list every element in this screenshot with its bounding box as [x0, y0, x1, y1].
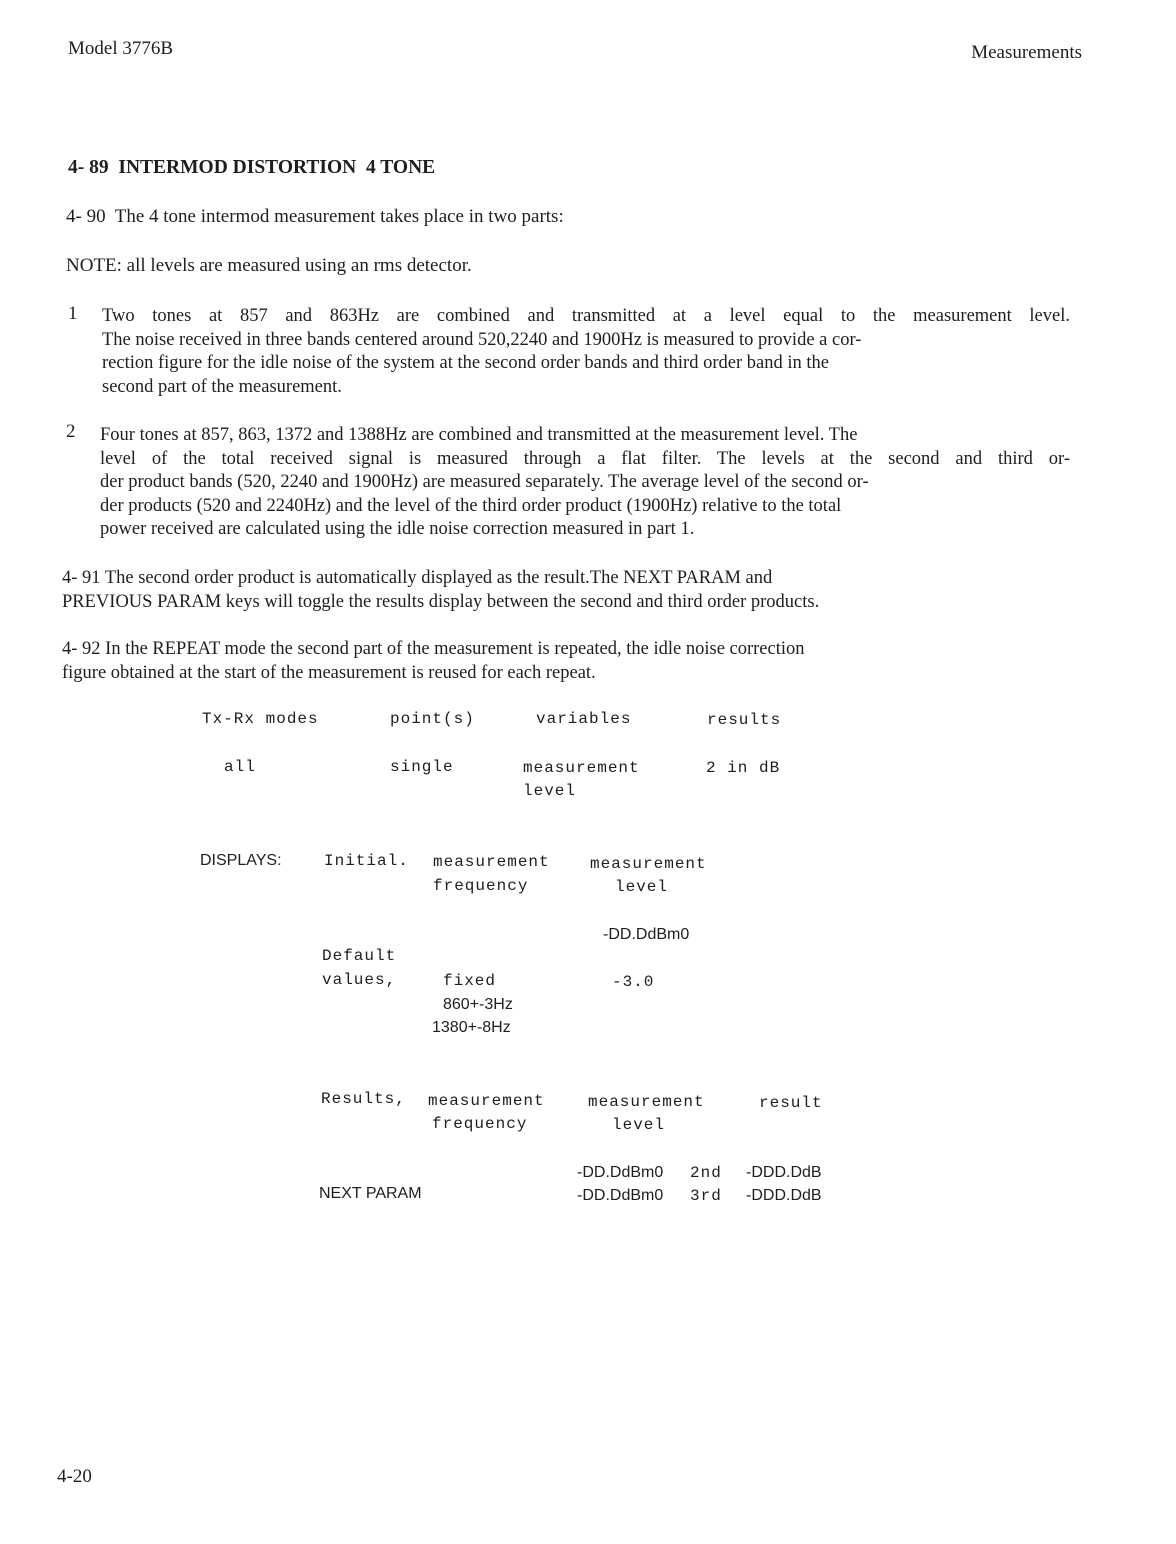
item-1-line: second part of the measurement. — [102, 376, 342, 397]
default-level: -3.0 — [612, 973, 655, 991]
results-row-level: -DD.DdBm0 — [577, 1164, 664, 1181]
item-2-number: 2 — [66, 421, 76, 442]
initial-level-heading: level — [615, 878, 669, 896]
table-cell-variables: level — [523, 782, 577, 800]
default-freq: 860+-3Hz — [443, 996, 513, 1013]
paragraph-4-92 — [62, 638, 1068, 685]
table-header-results: results — [707, 711, 782, 729]
displays-label: DISPLAYS: — [200, 852, 282, 869]
item-1-line: The noise received in three bands centered around 520,2240 and 1900Hz is measured to provide a cor- — [102, 329, 862, 350]
default-label: Default — [322, 947, 397, 965]
results-row-value: -DDD.DdB — [746, 1164, 822, 1181]
paragraph-4-90: 4- 90 The 4 tone intermod measurement takes place in two parts: — [66, 206, 564, 227]
note-text: NOTE: all levels are measured using an rms detector. — [66, 255, 472, 276]
table-header-points: point(s) — [390, 710, 475, 728]
item-1-line: Two tones at 857 and 863Hz are combined and transmitted at a level equal to the measurement level. — [102, 306, 1070, 326]
results-row-value: -DDD.DdB — [746, 1187, 822, 1204]
table-cell-points: single — [390, 758, 454, 776]
results-level-heading: level — [612, 1116, 666, 1134]
paragraph-line: 4- 92 In the REPEAT mode the second part of the measurement is repeated, the idle noise correction — [62, 639, 805, 659]
page-number: 4-20 — [57, 1466, 92, 1487]
table-cell-variables: measurement — [523, 759, 640, 777]
item-2-line: power received are calculated using the idle noise correction measured in part 1. — [100, 519, 695, 539]
results-freq-heading: measurement — [428, 1092, 545, 1110]
results-level-heading: measurement — [588, 1093, 705, 1111]
paragraph-line: figure obtained at the start of the measurement is reused for each repeat. — [62, 662, 596, 683]
section-title: INTERMOD DISTORTION 4 TONE — [118, 157, 436, 178]
results-label: Results, — [321, 1090, 406, 1108]
paragraph-line: 4- 91 The second order product is automatically displayed as the result.The NEXT PARAM and — [62, 568, 773, 588]
results-row-order: 2nd — [690, 1164, 722, 1182]
default-freq: fixed — [443, 972, 497, 990]
default-label: values, — [322, 971, 397, 989]
initial-label: Initial. — [324, 852, 409, 870]
table-cell-results: 2 in dB — [706, 759, 781, 777]
header-section: Measurements — [971, 42, 1082, 63]
item-2-line: Four tones at 857, 863, 1372 and 1388Hz are combined and transmitted at the measurement level. The — [100, 425, 858, 445]
paragraph-4-91 — [62, 567, 1068, 614]
section-heading — [68, 157, 435, 179]
item-1-line: rection figure for the idle noise of the system at the second order bands and third order band in the — [102, 353, 829, 373]
table-header-variables: variables — [536, 710, 632, 728]
section-number: 4- 89 — [68, 157, 109, 178]
item-1-text — [102, 305, 1070, 399]
item-2-line: level of the total received signal is measured through a flat filter. The levels at the second and third or- — [100, 448, 1070, 469]
item-2-text — [100, 424, 1070, 542]
initial-freq-heading: frequency — [433, 877, 529, 895]
table-header-modes: Tx-Rx modes — [202, 710, 319, 728]
initial-level-format: -DD.DdBm0 — [603, 926, 690, 943]
item-2-line: der products (520 and 2240Hz) and the level of the third order product (1900Hz) relative to the total — [100, 495, 842, 516]
table-cell-mode: all — [224, 758, 256, 776]
results-row-level: -DD.DdBm0 — [577, 1187, 664, 1204]
header-model: Model 3776B — [68, 38, 174, 59]
results-freq-heading: frequency — [432, 1115, 528, 1133]
initial-level-heading: measurement — [590, 855, 707, 873]
default-freq: 1380+-8Hz — [432, 1019, 511, 1036]
item-2-line: der product bands (520, 2240 and 1900Hz) are measured separately. The average level of the second or- — [100, 472, 869, 492]
results-result-heading: result — [759, 1094, 823, 1112]
paragraph-line: PREVIOUS PARAM keys will toggle the results display between the second and third order products. — [62, 591, 820, 612]
next-param-key: NEXT PARAM — [319, 1185, 422, 1202]
results-row-order: 3rd — [690, 1187, 722, 1205]
item-1-number: 1 — [68, 303, 78, 324]
initial-freq-heading: measurement — [433, 853, 550, 871]
